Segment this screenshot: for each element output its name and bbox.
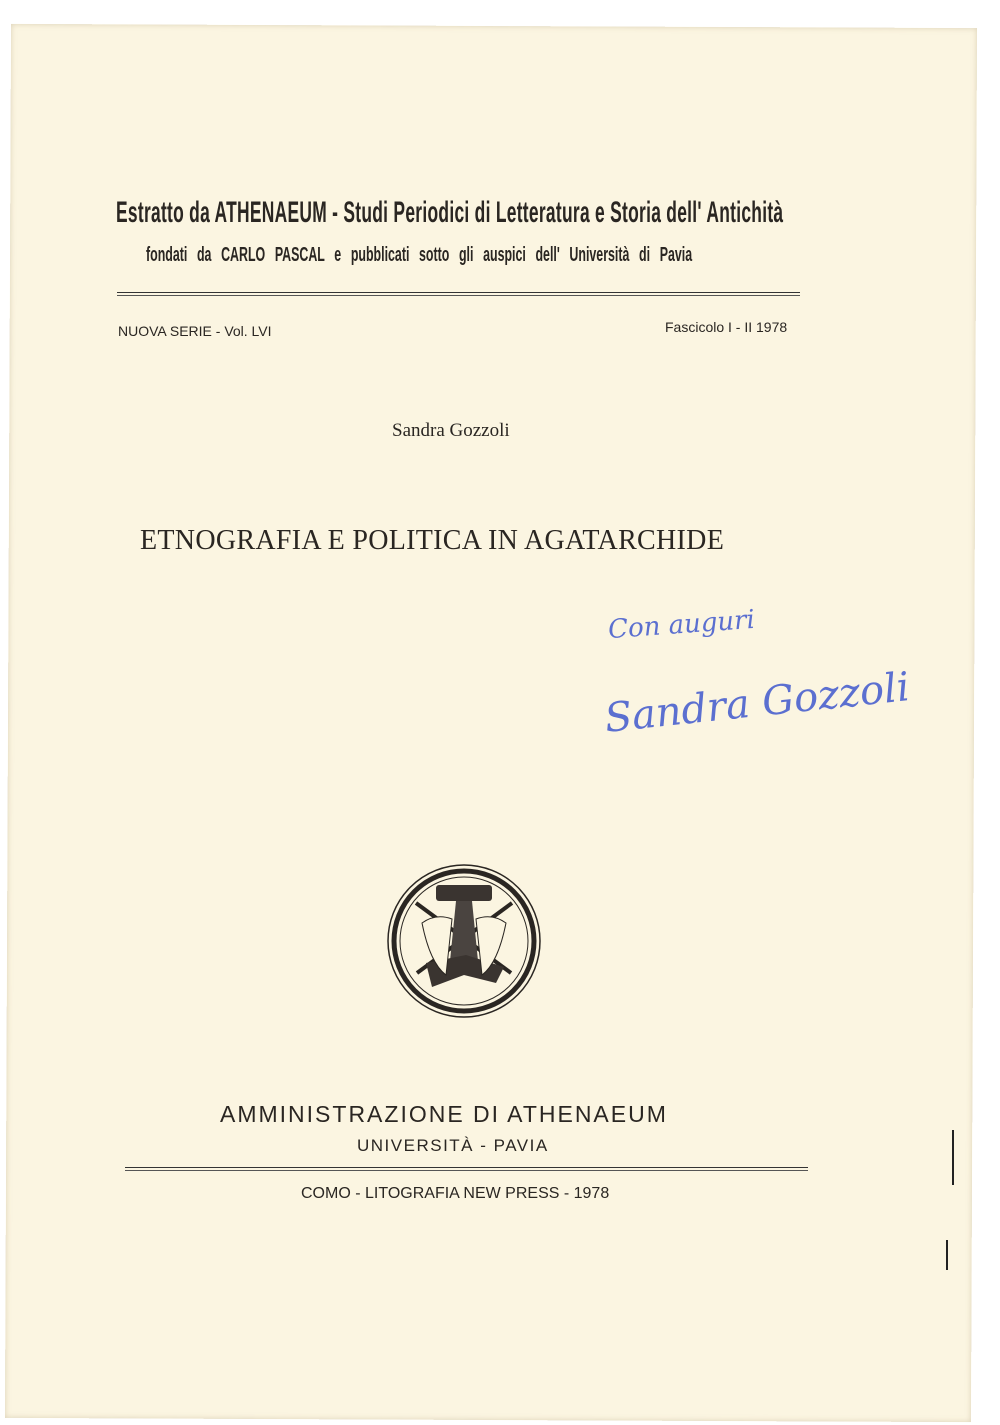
author-name: Sandra Gozzoli bbox=[392, 420, 510, 441]
journal-header: Estratto da ATHENAEUM - Studi Periodici di Letteratura e Storia dell' Antichità bbox=[116, 196, 784, 229]
footer-divider bbox=[125, 1167, 808, 1171]
scan-mark bbox=[946, 1240, 948, 1270]
publisher-place: UNIVERSITÀ - PAVIA bbox=[357, 1136, 549, 1155]
handwritten-signature: Sandra Gozzoli bbox=[602, 664, 912, 742]
series-volume: NUOVA SERIE - Vol. LVI bbox=[118, 323, 272, 339]
header-divider bbox=[117, 292, 800, 296]
document-page bbox=[5, 24, 977, 1422]
university-seal bbox=[386, 863, 542, 1024]
article-title: ETNOGRAFIA E POLITICA IN AGATARCHIDE bbox=[140, 525, 725, 556]
scan-mark bbox=[952, 1130, 954, 1185]
fascicle: Fascicolo I - II 1978 bbox=[665, 319, 788, 335]
handwritten-dedication: Con auguri bbox=[607, 604, 756, 646]
printer-imprint: COMO - LITOGRAFIA NEW PRESS - 1978 bbox=[301, 1185, 610, 1202]
journal-subheader: fondati da CARLO PASCAL e pubblicati sotto gli auspici dell' Università di Pavia bbox=[146, 244, 693, 266]
publisher-name: AMMINISTRAZIONE DI ATHENAEUM bbox=[220, 1101, 668, 1127]
